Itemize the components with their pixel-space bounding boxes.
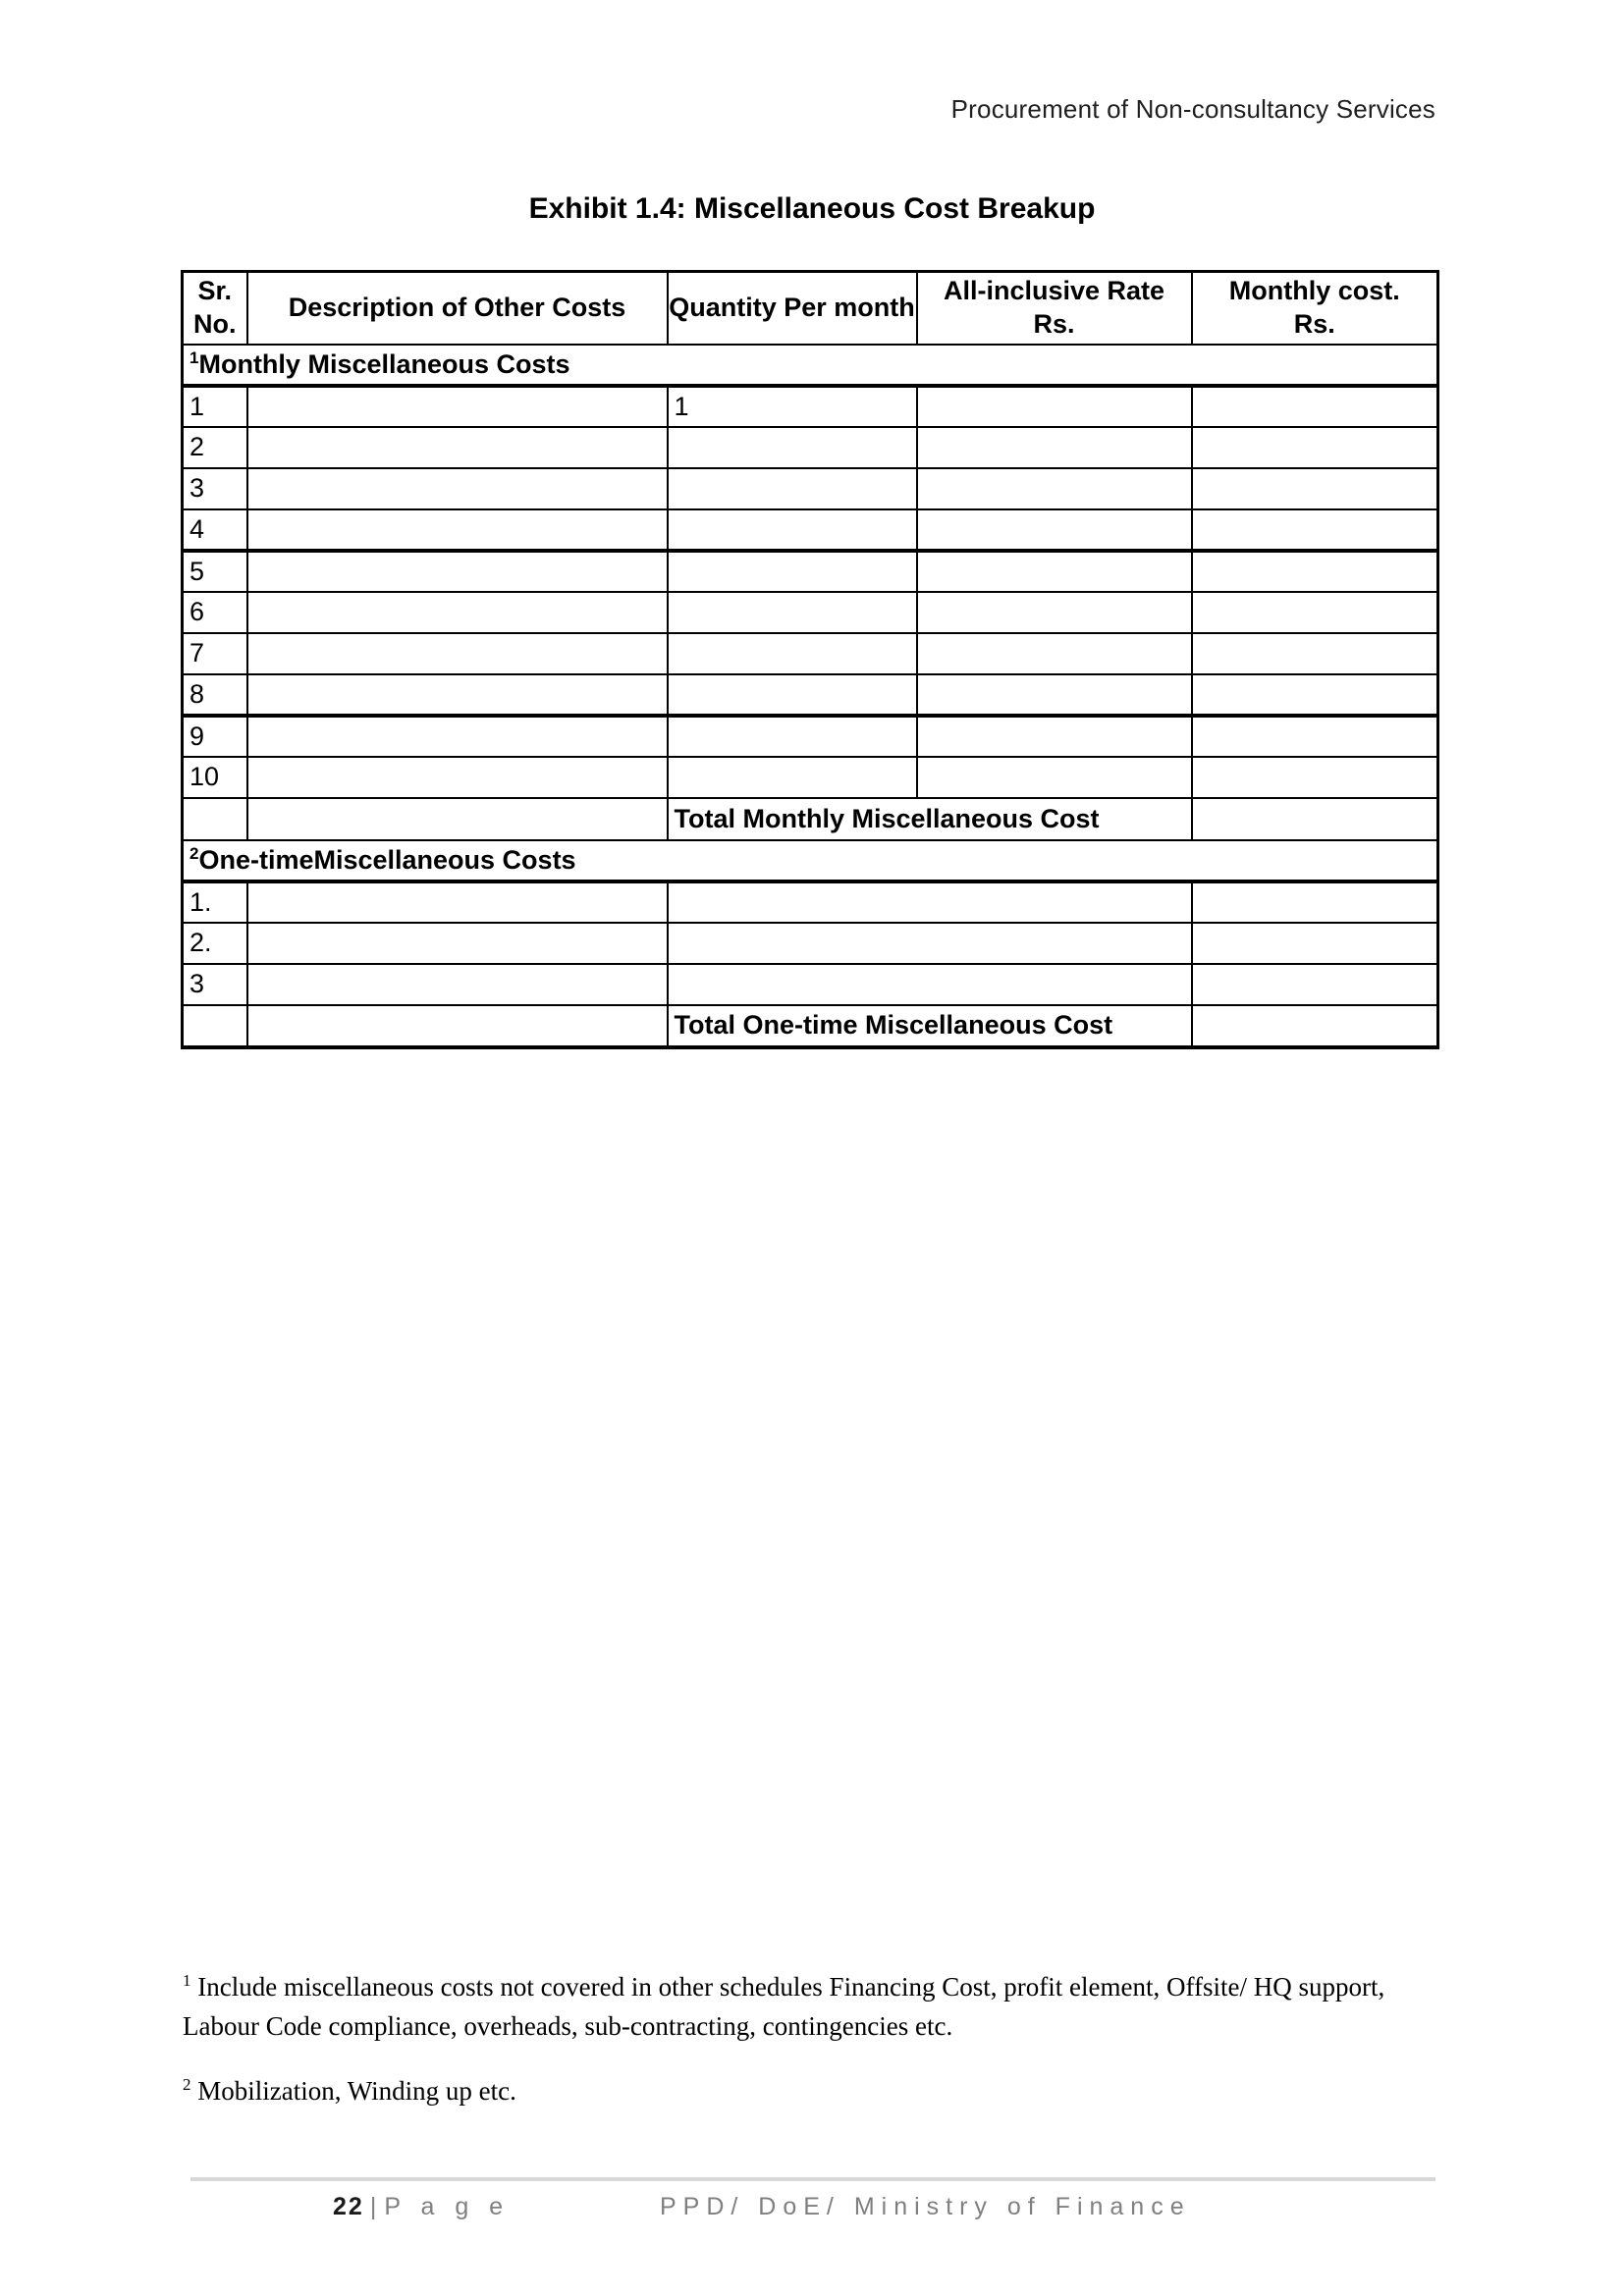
quantity-cell (668, 716, 917, 757)
section-label: $^1$Monthly Miscellaneous Costs (183, 345, 1438, 386)
monthly-cost-cell (1192, 757, 1438, 798)
section-onetime-misc-costs (183, 840, 1438, 881)
description-cell (247, 798, 668, 840)
monthly-cost-cell (1192, 881, 1438, 923)
total-onetime-row (183, 1005, 1438, 1047)
quantity-cell: 1 (668, 386, 917, 427)
monthly-cost-cell (1192, 592, 1438, 633)
sr-cell: 1 (183, 386, 247, 427)
quantity-rate-cell (668, 964, 1192, 1005)
description-cell (247, 1005, 668, 1047)
footnote-2: $^2$ Mobilization, Winding up etc. (183, 2074, 516, 2106)
table-row (183, 386, 1438, 427)
sr-cell: 10 (183, 757, 247, 798)
description-cell (247, 551, 668, 592)
rate-cell (917, 674, 1192, 716)
rate-cell (917, 386, 1192, 427)
table-row (183, 633, 1438, 674)
page-title: Exhibit 1.4: Miscellaneous Cost Breakup (528, 192, 1096, 225)
quantity-rate-cell (668, 923, 1192, 964)
rate-cell (917, 551, 1192, 592)
quantity-cell (668, 592, 917, 633)
monthly-cost-cell (1192, 674, 1438, 716)
monthly-cost-cell (1192, 468, 1438, 509)
sr-cell: 2 (183, 427, 247, 468)
rate-cell (917, 592, 1192, 633)
total-monthly-label: Total Monthly Miscellaneous Cost (668, 798, 1192, 840)
table-row (183, 964, 1438, 1005)
monthly-cost-cell (1192, 923, 1438, 964)
rate-cell (917, 468, 1192, 509)
footnote-marker: 2 (183, 2074, 191, 2094)
footnotes (183, 1968, 1441, 2111)
sr-cell: 4 (183, 509, 247, 551)
footer-page-word: P a g e (384, 2193, 511, 2220)
description-cell (247, 386, 668, 427)
table-row (183, 427, 1438, 468)
quantity-cell (668, 551, 917, 592)
footer-organization: PPD/ DoE/ Ministry of Finance (660, 2193, 1191, 2220)
rate-cell (917, 427, 1192, 468)
footnote-1: $^1$ Include miscellaneous costs not covered in other schedules Financing Cost, profit element, Offsite/ HQ support, Labour Code compliance, overheads, sub-contracting, contingencies etc. (183, 1971, 1385, 2041)
quantity-cell (668, 468, 917, 509)
monthly-cost-cell (1192, 551, 1438, 592)
rate-cell (917, 757, 1192, 798)
footer-divider (190, 2177, 1435, 2181)
quantity-rate-cell (668, 881, 1192, 923)
table-row (183, 674, 1438, 716)
description-cell (247, 633, 668, 674)
sr-cell: 8 (183, 674, 247, 716)
page-footer (0, 2193, 1624, 2228)
sr-cell: 7 (183, 633, 247, 674)
col-header-quantity: Quantity Per month (668, 272, 917, 345)
table-row (183, 881, 1438, 923)
section-monthly-misc-costs (183, 345, 1438, 386)
monthly-cost-cell (1192, 633, 1438, 674)
quantity-cell (668, 509, 917, 551)
col-header-monthly-cost: Monthly cost. Rs. (1192, 272, 1438, 345)
sr-cell (183, 1005, 247, 1047)
monthly-cost-cell (1192, 964, 1438, 1005)
table-row (183, 468, 1438, 509)
description-cell (247, 509, 668, 551)
table-row (183, 592, 1438, 633)
sr-cell: 2. (183, 923, 247, 964)
description-cell (247, 881, 668, 923)
description-cell (247, 674, 668, 716)
sr-cell: 3 (183, 964, 247, 1005)
monthly-cost-cell (1192, 716, 1438, 757)
table-row (183, 509, 1438, 551)
table-row (183, 716, 1438, 757)
table-row (183, 551, 1438, 592)
quantity-cell (668, 427, 917, 468)
table-row (183, 757, 1438, 798)
quantity-cell (668, 674, 917, 716)
description-cell (247, 592, 668, 633)
table-header-row (183, 272, 1438, 345)
sr-cell: 5 (183, 551, 247, 592)
sr-cell: 6 (183, 592, 247, 633)
section-label: $^2$One-timeMiscellaneous Costs (183, 840, 1438, 881)
footer-page-number: 22 | P a g e (333, 2193, 511, 2220)
monthly-cost-cell (1192, 427, 1438, 468)
monthly-cost-cell (1192, 386, 1438, 427)
footnote-marker: 1 (183, 1971, 191, 1990)
total-monthly-value-cell (1192, 798, 1438, 840)
sr-cell: 1. (183, 881, 247, 923)
description-cell (247, 716, 668, 757)
miscellaneous-cost-table (181, 270, 1439, 1049)
description-cell (247, 757, 668, 798)
description-cell (247, 923, 668, 964)
sr-cell: 3 (183, 468, 247, 509)
sr-cell: 9 (183, 716, 247, 757)
footer-separator: | (369, 2193, 379, 2220)
page-header-text: Procurement of Non-consultancy Services (950, 94, 1435, 124)
col-header-sr-no: Sr. No. (183, 272, 247, 345)
monthly-cost-cell (1192, 509, 1438, 551)
description-cell (247, 468, 668, 509)
total-onetime-value-cell (1192, 1005, 1438, 1047)
rate-cell (917, 509, 1192, 551)
rate-cell (917, 633, 1192, 674)
col-header-rate: All-inclusive Rate Rs. (917, 272, 1192, 345)
quantity-cell (668, 757, 917, 798)
sr-cell (183, 798, 247, 840)
rate-cell (917, 716, 1192, 757)
table-row (183, 923, 1438, 964)
description-cell (247, 427, 668, 468)
col-header-description: Description of Other Costs (247, 272, 668, 345)
quantity-cell (668, 633, 917, 674)
total-onetime-label: Total One-time Miscellaneous Cost (668, 1005, 1192, 1047)
description-cell (247, 964, 668, 1005)
total-monthly-row (183, 798, 1438, 840)
